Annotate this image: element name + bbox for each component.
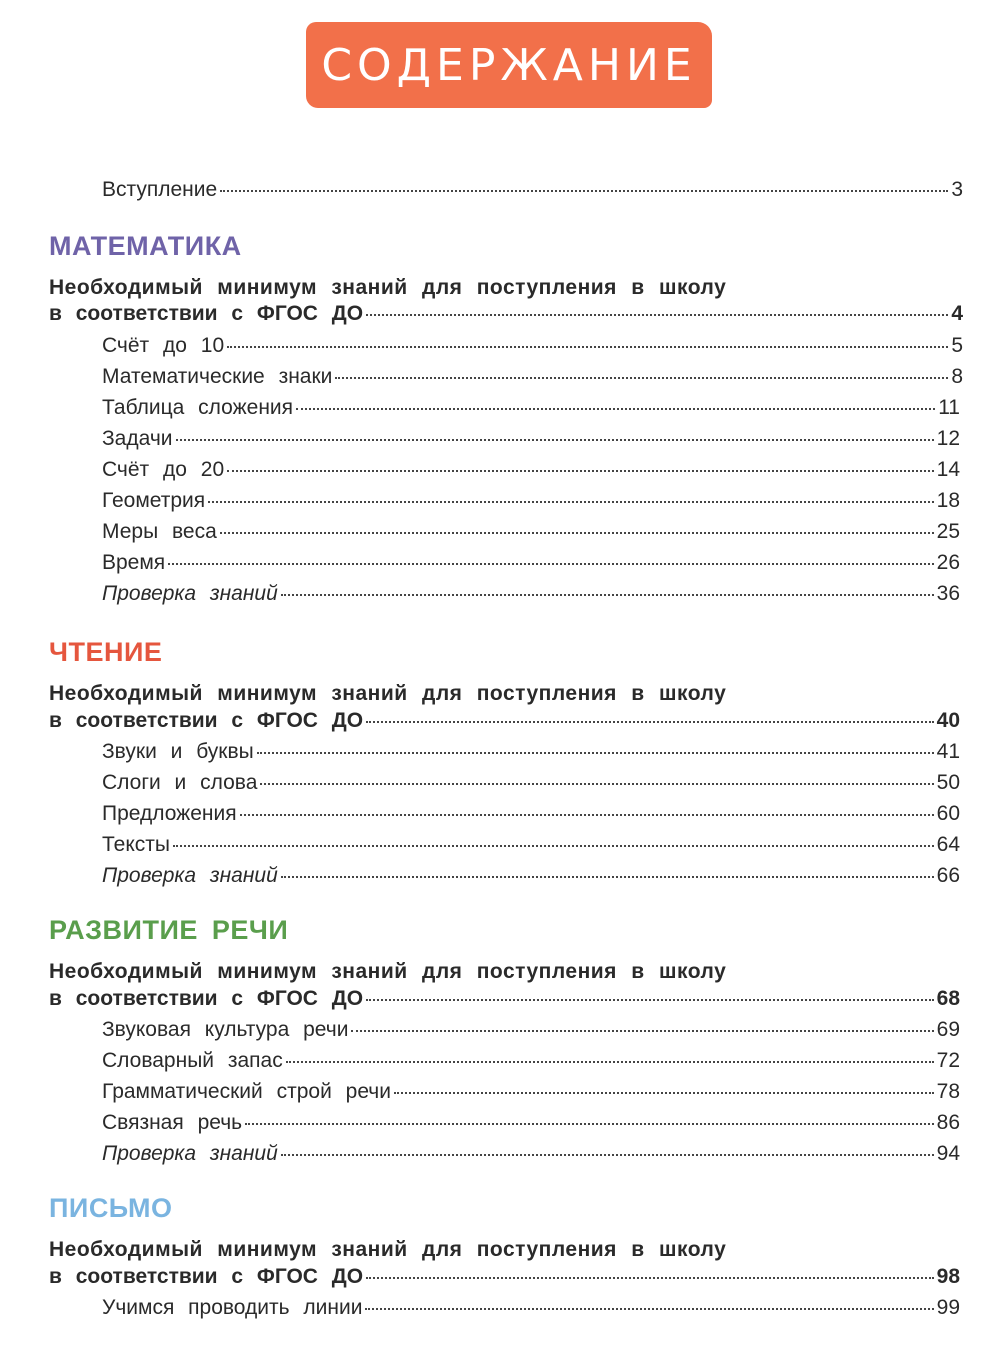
dot-leader <box>296 408 935 410</box>
dot-leader <box>281 1154 934 1156</box>
toc-entry-page: 66 <box>936 864 960 887</box>
toc-entry-page: 18 <box>936 489 960 512</box>
main-topic-line1: Необходимый минимум знаний для поступления в школу <box>49 276 727 299</box>
toc-entry-label: Геометрия <box>102 489 206 512</box>
toc-entry[interactable] <box>102 426 960 452</box>
toc-entry[interactable] <box>102 1295 960 1321</box>
section-heading-reading: ЧТЕНИЕ <box>49 637 163 667</box>
dot-leader <box>220 532 934 534</box>
toc-entry-label: Время <box>102 551 166 574</box>
toc-entry-page: 72 <box>936 1049 960 1072</box>
toc-entry-main[interactable] <box>49 1264 960 1290</box>
toc-entry-label: Предложения <box>102 802 237 825</box>
toc-entry-label: в соответствии с ФГОС ДО <box>49 1265 364 1288</box>
page-title: СОДЕРЖАНИЕ <box>321 39 697 91</box>
toc-entry-page: 11 <box>938 396 960 419</box>
toc-entry-page: 78 <box>936 1080 960 1103</box>
dot-leader <box>366 721 934 723</box>
dot-leader <box>335 377 948 379</box>
toc-entry-page: 64 <box>936 833 960 856</box>
toc-entry-page: 41 <box>936 740 960 763</box>
dot-leader <box>245 1123 934 1125</box>
dot-leader <box>365 1308 933 1310</box>
dot-leader <box>366 1277 934 1279</box>
main-topic-line1: Необходимый минимум знаний для поступления в школу <box>49 682 727 705</box>
toc-entry[interactable] <box>102 801 960 827</box>
toc-entry-page: 3 <box>951 178 963 201</box>
toc-entry-label: Счёт до 10 <box>102 334 225 357</box>
toc-entry-page: 12 <box>936 427 960 450</box>
toc-entry[interactable] <box>102 1079 960 1105</box>
toc-entry-label: Слоги и слова <box>102 771 258 794</box>
dot-leader <box>394 1092 934 1094</box>
toc-entry-page: 60 <box>936 802 960 825</box>
toc-entry-intro[interactable] <box>102 177 963 203</box>
toc-entry[interactable] <box>102 395 960 421</box>
toc-entry[interactable] <box>102 519 960 545</box>
toc-entry-page: 86 <box>936 1111 960 1134</box>
toc-entry-label: Счёт до 20 <box>102 458 225 481</box>
toc-entry-page: 94 <box>936 1142 960 1165</box>
toc-entry-check[interactable] <box>102 863 960 889</box>
toc-entry-page: 14 <box>936 458 960 481</box>
toc-entry-page: 4 <box>951 302 963 325</box>
toc-entry-label: Задачи <box>102 427 173 450</box>
toc-entry-page: 40 <box>936 709 960 732</box>
toc-entry-check[interactable] <box>102 581 960 607</box>
toc-entry-label: в соответствии с ФГОС ДО <box>49 709 364 732</box>
toc-entry-label: Тексты <box>102 833 170 856</box>
main-topic-line1: Необходимый минимум знаний для поступления в школу <box>49 1238 727 1261</box>
toc-entry[interactable] <box>102 1017 960 1043</box>
dot-leader <box>257 752 934 754</box>
toc-entry-page: 99 <box>936 1296 960 1319</box>
main-topic-line1: Необходимый минимум знаний для поступления в школу <box>49 960 727 983</box>
toc-entry[interactable] <box>102 832 960 858</box>
toc-entry-label: Таблица сложения <box>102 396 294 419</box>
dot-leader <box>176 439 934 441</box>
toc-entry-page: 50 <box>936 771 960 794</box>
toc-entry-page: 36 <box>936 582 960 605</box>
toc-entry-main[interactable] <box>49 986 960 1012</box>
dot-leader <box>281 594 934 596</box>
toc-entry-page: 25 <box>936 520 960 543</box>
toc-entry-label: Грамматический строй речи <box>102 1080 391 1103</box>
dot-leader <box>260 783 933 785</box>
toc-entry[interactable] <box>102 1110 960 1136</box>
toc-entry[interactable] <box>102 550 960 576</box>
toc-entry[interactable] <box>102 364 963 390</box>
toc-entry-main[interactable] <box>49 708 960 734</box>
toc-entry[interactable] <box>102 488 960 514</box>
title-banner <box>306 22 712 108</box>
toc-entry-label: Звуки и буквы <box>102 740 254 763</box>
section-heading-math: МАТЕМАТИКА <box>49 231 242 261</box>
toc-entry-main[interactable] <box>49 301 963 327</box>
toc-entry-label: в соответствии с ФГОС ДО <box>49 987 364 1010</box>
toc-entry-check[interactable] <box>102 1141 960 1167</box>
toc-entry-label: Проверка знаний <box>102 864 278 887</box>
dot-leader <box>173 845 934 847</box>
toc-entry-label: Связная речь <box>102 1111 243 1134</box>
dot-leader <box>168 563 933 565</box>
toc-entry-label: Звуковая культура речи <box>102 1018 349 1041</box>
toc-entry-page: 5 <box>951 334 963 357</box>
toc-entry[interactable] <box>102 457 960 483</box>
toc-entry[interactable] <box>102 770 960 796</box>
dot-leader <box>240 814 934 816</box>
toc-entry-page: 8 <box>951 365 963 388</box>
dot-leader <box>366 999 934 1001</box>
section-heading-writing: ПИСЬМО <box>49 1193 173 1223</box>
dot-leader <box>208 501 933 503</box>
toc-entry-page: 68 <box>936 987 960 1010</box>
toc-entry-page: 69 <box>936 1018 960 1041</box>
toc-entry-label: Вступление <box>102 178 218 201</box>
toc-entry-label: Проверка знаний <box>102 582 278 605</box>
dot-leader <box>366 314 948 316</box>
toc-entry[interactable] <box>102 333 963 359</box>
toc-entry-label: Учимся проводить линии <box>102 1296 363 1319</box>
dot-leader <box>281 876 934 878</box>
dot-leader <box>220 190 948 192</box>
toc-entry-label: Меры веса <box>102 520 217 543</box>
dot-leader <box>286 1061 934 1063</box>
dot-leader <box>351 1030 933 1032</box>
toc-entry-page: 26 <box>936 551 960 574</box>
toc-entry-label: Проверка знаний <box>102 1142 278 1165</box>
toc-entry[interactable] <box>102 739 960 765</box>
toc-entry[interactable] <box>102 1048 960 1074</box>
toc-entry-label: Математические знаки <box>102 365 333 388</box>
toc-entry-label: Словарный запас <box>102 1049 283 1072</box>
dot-leader <box>227 346 948 348</box>
toc-entry-label: в соответствии с ФГОС ДО <box>49 302 364 325</box>
toc-entry-page: 98 <box>936 1265 960 1288</box>
dot-leader <box>227 470 934 472</box>
section-heading-speech: РАЗВИТИЕ РЕЧИ <box>49 915 289 945</box>
